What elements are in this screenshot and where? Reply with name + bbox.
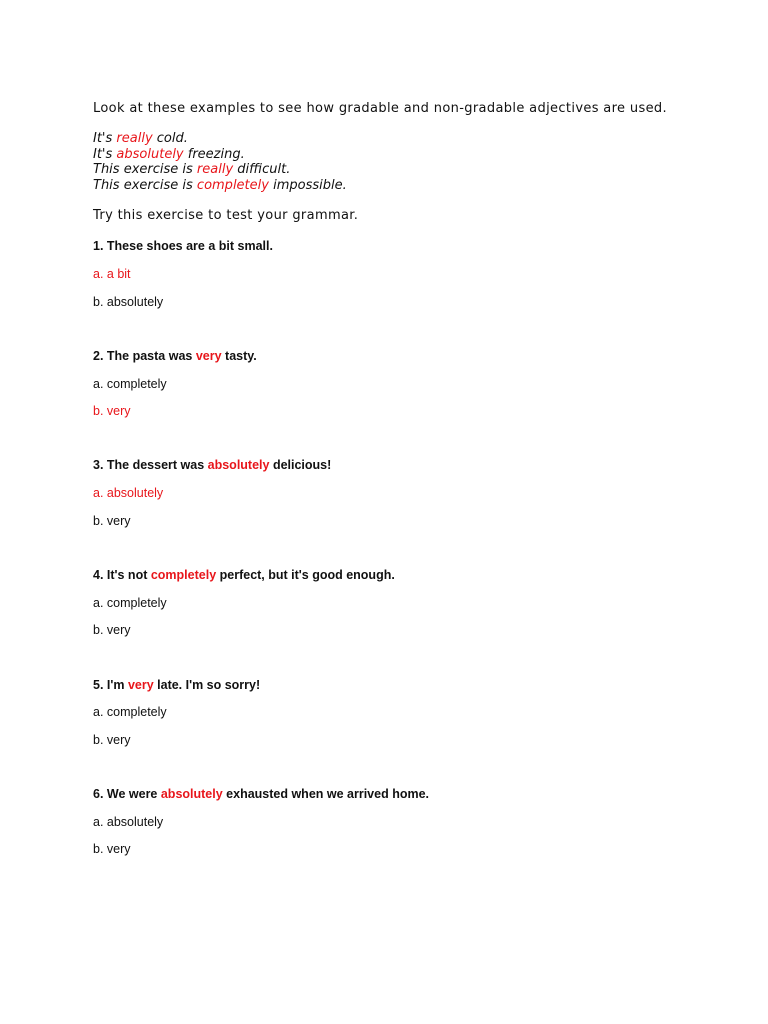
question-3-option-b[interactable]: b. very xyxy=(93,514,131,528)
question-1: 1. These shoes are a bit small. xyxy=(93,239,273,253)
question-3: 3. The dessert was absolutely delicious! xyxy=(93,458,332,472)
intro-text: Look at these examples to see how gradable and non-gradable adjectives are used. xyxy=(93,101,668,116)
highlight-word: completely xyxy=(150,568,217,582)
question-6: 6. We were absolutely exhausted when we arrived home. xyxy=(93,787,430,801)
question-6-option-a[interactable]: a. absolutely xyxy=(93,815,164,829)
highlight-word: really xyxy=(196,162,234,178)
highlight-word: very xyxy=(127,678,154,692)
example-line: It's absolutely freezing. xyxy=(93,146,245,162)
question-2-option-a[interactable]: a. completely xyxy=(93,377,167,391)
examples-block xyxy=(93,131,347,194)
question-5-option-b[interactable]: b. very xyxy=(93,733,131,747)
question-5-option-a[interactable]: a. completely xyxy=(93,705,167,719)
question-3-option-a[interactable]: a. absolutely xyxy=(93,486,164,500)
highlight-word: very xyxy=(195,349,222,363)
question-1-option-b[interactable]: b. absolutely xyxy=(93,295,164,309)
highlight-word: absolutely xyxy=(160,787,223,801)
example-line: This exercise is really difficult. xyxy=(93,162,291,178)
highlight-word: really xyxy=(116,131,153,146)
question-2-option-b[interactable]: b. very xyxy=(93,404,131,418)
highlight-word: completely xyxy=(196,178,269,194)
question-6-option-b[interactable]: b. very xyxy=(93,842,131,856)
question-4-option-a[interactable]: a. completely xyxy=(93,596,167,610)
example-line: This exercise is completely impossible. xyxy=(93,178,347,194)
highlight-word: absolutely xyxy=(116,146,184,162)
question-2: 2. The pasta was very tasty. xyxy=(93,349,257,363)
example-line: It's really cold. xyxy=(93,131,188,146)
highlight-word: absolutely xyxy=(207,458,270,472)
question-5: 5. I'm very late. I'm so sorry! xyxy=(93,678,261,692)
instruction-text: Try this exercise to test your grammar. xyxy=(93,208,359,223)
question-4-option-b[interactable]: b. very xyxy=(93,623,131,637)
question-1-option-a[interactable]: a. a bit xyxy=(93,267,131,281)
question-4: 4. It's not completely perfect, but it's good enough. xyxy=(93,568,395,582)
